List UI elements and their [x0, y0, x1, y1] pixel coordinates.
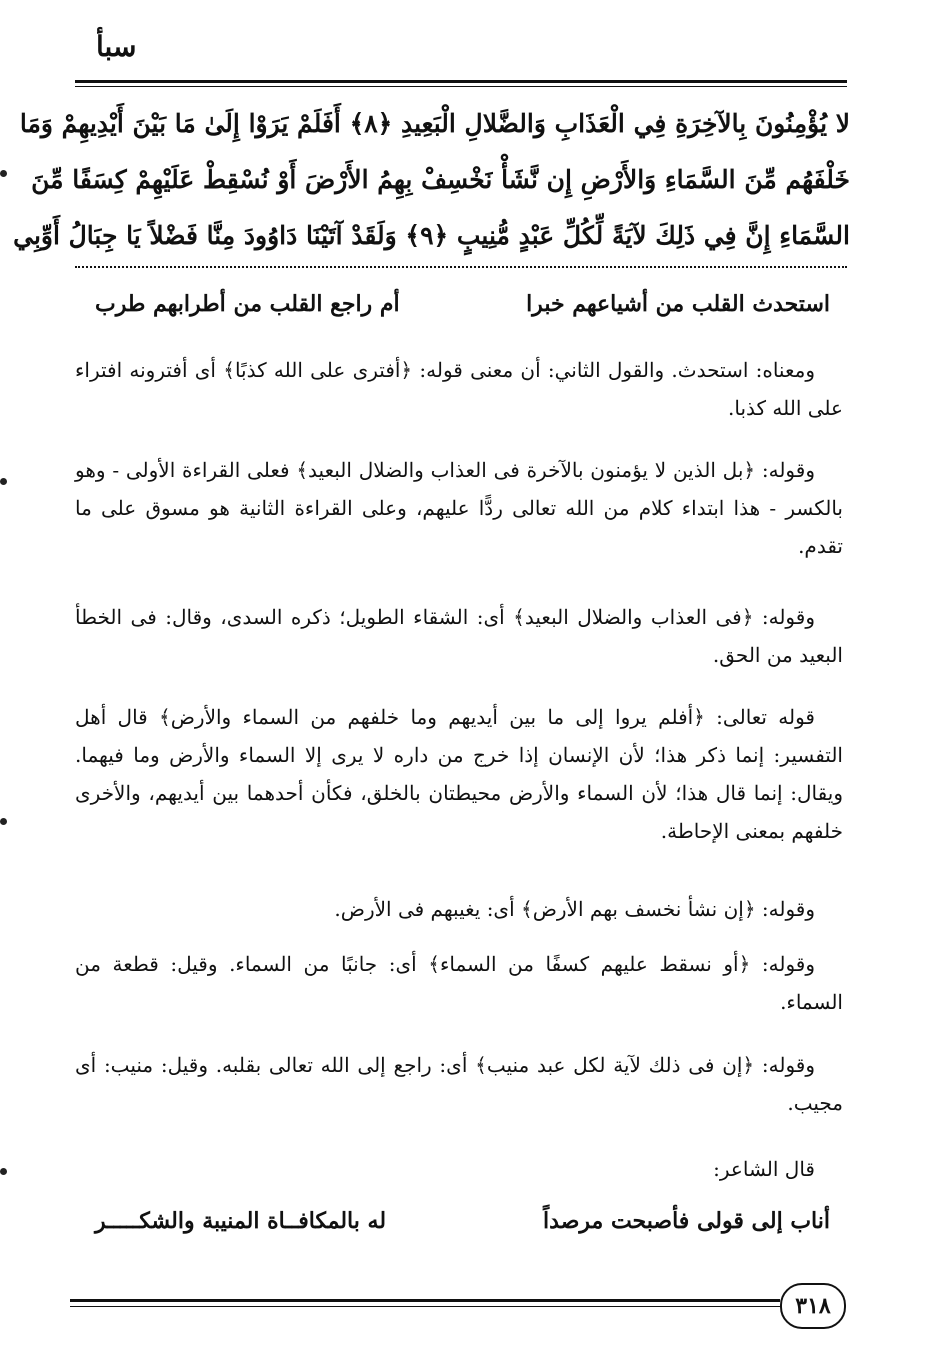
commentary-paragraph: وقوله: ﴿فى العذاب والضلال البعيد﴾ أى: الشقاء الطويل؛ ذكره السدى، وقال: فى الخطأ البعيد من الحق.: [75, 605, 843, 667]
quran-divider: [75, 266, 847, 268]
poetry-verse: [95, 1208, 830, 1234]
quran-text-block: [13, 96, 850, 264]
commentary-paragraph: وقوله: ﴿أو نسقط عليهم كسفًا من السماء﴾ أى: جانبًا من السماء. وقيل: قطعة من السماء.: [75, 952, 843, 1014]
verse-second-hemistich: له بالمكافــاة المنيبة والشكـــــر: [95, 1208, 387, 1234]
page-number: ٣١٨: [780, 1283, 846, 1329]
footer-rule: [70, 1299, 780, 1302]
verse-first-hemistich: أناب إلى قولى فأصبحت مرصداً: [543, 1208, 830, 1234]
quran-line: السَّمَاءِ إِنَّ فِي ذَلِكَ لآيَةً لِّكُلِّ عَبْدٍ مُّنِيبٍ ﴿٩﴾ وَلَقَدْ آتَيْنَا دَاوُودَ مِنَّا فَضْلاً يَا جِبَالُ أَوِّبِي: [13, 221, 850, 250]
quran-line: لا يُؤْمِنُونَ بِالآخِرَةِ فِي الْعَذَابِ وَالضَّلالِ الْبَعِيدِ ﴿٨﴾ أَفَلَمْ يَرَوْا إِلَىٰ مَا بَيْنَ أَيْدِيهِمْ وَمَا: [19, 109, 850, 138]
commentary-paragraph: ومعناه: استحدث. والقول الثاني: أن معنى قوله: ﴿أفترى على الله كذبًا﴾ أى أفترونه افتراء على الله كذبا.: [75, 358, 843, 420]
header-rule-thin: [75, 86, 847, 87]
verse-second-hemistich: أم راجع القلب من أطرابهم طرب: [95, 291, 400, 317]
commentary-paragraph: وقوله: ﴿إن فى ذلك لآية لكل عبد منيب﴾ أى: راجع إلى الله تعالى بقلبه. وقيل: منيب: أى مجيب.: [75, 1053, 843, 1115]
scan-mark: [0, 478, 7, 485]
commentary-paragraph: وقوله: ﴿بل الذين لا يؤمنون بالآخرة فى العذاب والضلال البعيد﴾ فعلى القراءة الأولى - وهو بالكسر - هذا ابتداء كلام من الله تعالى ردًّا عليهم، وعلى القراءة الثانية هو مسوق على ما تقدم.: [75, 458, 843, 558]
header-rule: [75, 80, 847, 83]
quran-line: خَلْفَهُم مِّنَ السَّمَاءِ وَالأَرْضِ إِن نَّشَأْ نَخْسِفْ بِهِمُ الأَرْضَ أَوْ نُسْقِطْ عَلَيْهِمْ كِسَفًا مِّنَ: [31, 165, 850, 194]
footer-rule-thin: [70, 1306, 780, 1307]
scan-mark: [0, 170, 7, 177]
scan-mark: [0, 818, 7, 825]
verse-first-hemistich: استحدث القلب من أشياعهم خبرا: [526, 291, 830, 317]
poetry-verse: [95, 291, 830, 317]
scan-mark: [0, 1168, 7, 1175]
surah-running-header: سبأ: [96, 30, 137, 63]
poet-intro: قال الشاعر:: [713, 1157, 815, 1181]
commentary-paragraph: قوله تعالى: ﴿أفلم يروا إلى ما بين أيديهم وما خلفهم من السماء والأرض﴾ قال أهل التفسير: إنما ذكر هذا؛ لأن الإنسان إذا خرج من داره لا يرى إلا السماء والأرض وما فيهما. ويقال: إنما قال هذا؛ لأن السماء والأرض محيطتان بالخلق، فكأن أحدهما بين أيديهم، والأخرى خلفهم بمعنى الإحاطة.: [75, 705, 843, 843]
commentary-paragraph: وقوله: ﴿إن نشأ نخسف بهم الأرض﴾ أى: يغيبهم فى الأرض.: [334, 897, 815, 921]
